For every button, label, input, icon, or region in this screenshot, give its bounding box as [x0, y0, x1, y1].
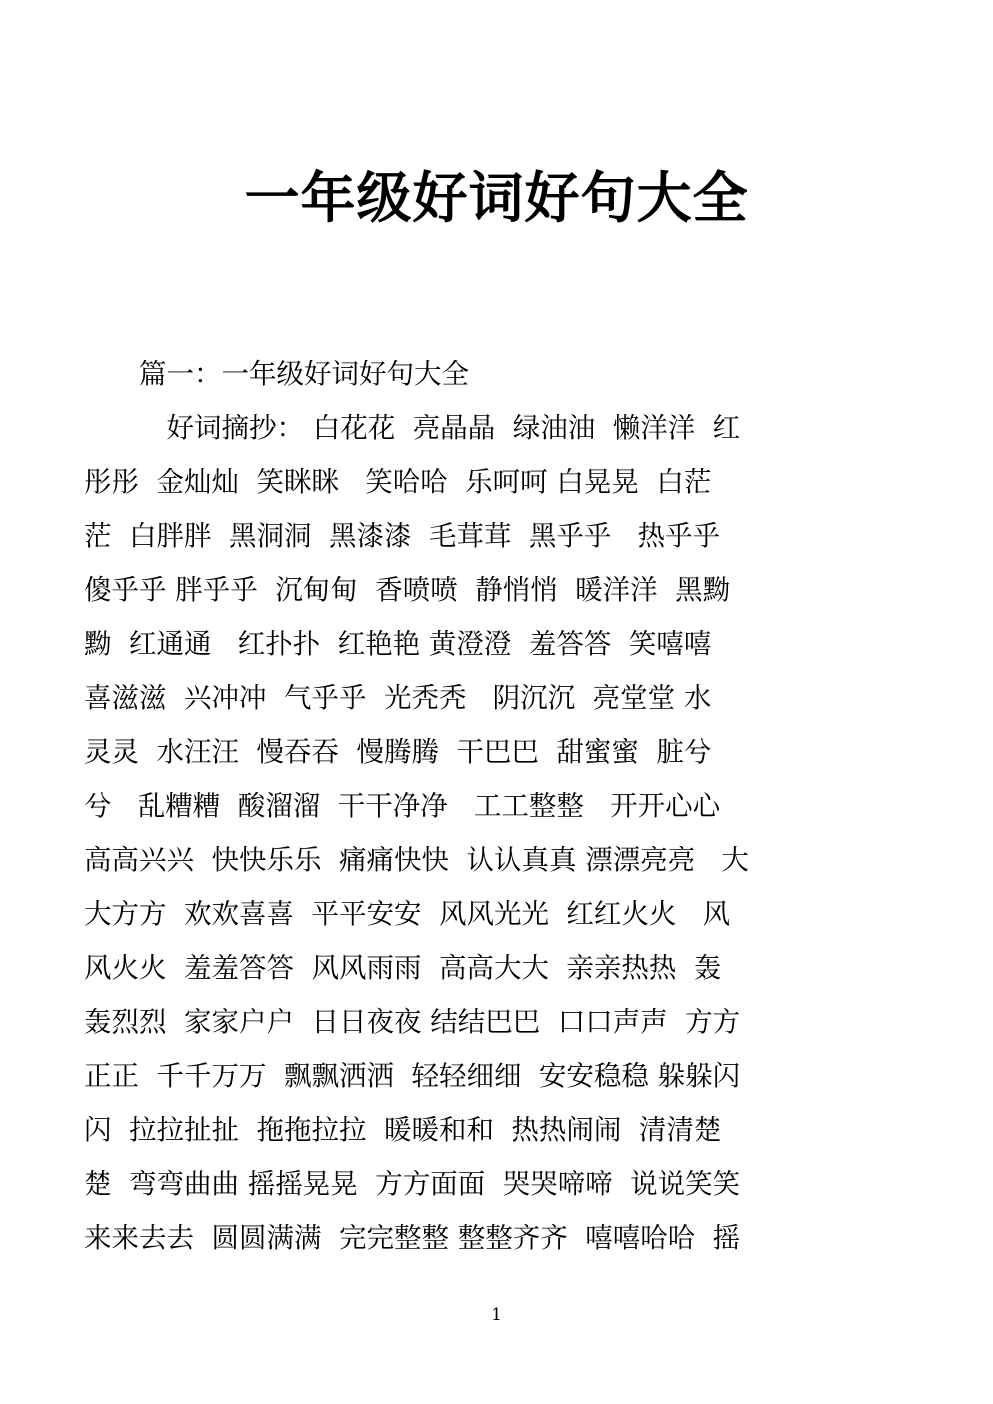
page-number: 1 [491, 1305, 502, 1325]
text-line: 来来去去 圆圆满满 完完整整 整整齐齐 嘻嘻哈哈 摇 [84, 1221, 741, 1254]
text-line: 彤彤 金灿灿 笑眯眯 笑哈哈 乐呵呵 白晃晃 白茫 [84, 465, 712, 498]
text-line: 轰烈烈 家家户户 日日夜夜 结结巴巴 口口声声 方方 [84, 1005, 741, 1038]
good-words-paragraph [84, 401, 915, 1265]
text-line: 大方方 欢欢喜喜 平平安安 风风光光 红红火火 风 [84, 897, 731, 930]
text-line: 楚 弯弯曲曲 摇摇晃晃 方方面面 哭哭啼啼 说说笑笑 [84, 1167, 741, 1200]
text-line: 黝 红通通 红扑扑 红艳艳 黄澄澄 羞答答 笑嘻嘻 [84, 627, 712, 660]
text-line: 正正 千千万万 飘飘洒洒 轻轻细细 安安稳稳 躲躲闪 [84, 1059, 741, 1092]
page-title: 一年级好词好句大全 [244, 166, 749, 230]
text-line: 高高兴兴 快快乐乐 痛痛快快 认认真真 漂漂亮亮 大 [84, 843, 749, 876]
section-heading: 篇一：一年级好词好句大全 [139, 357, 469, 390]
text-line: 傻乎乎 胖乎乎 沉甸甸 香喷喷 静悄悄 暖洋洋 黑黝 [84, 573, 731, 606]
text-line: 风火火 羞羞答答 风风雨雨 高高大大 亲亲热热 轰 [84, 951, 722, 984]
text-line: 灵灵 水汪汪 慢吞吞 慢腾腾 干巴巴 甜蜜蜜 脏兮 [84, 735, 712, 768]
text-line: 闪 拉拉扯扯 拖拖拉拉 暖暖和和 热热闹闹 清清楚 [84, 1113, 722, 1146]
document-body [0, 347, 993, 1265]
text-line: 喜滋滋 兴冲冲 气乎乎 光秃秃 阴沉沉 亮堂堂 水 [84, 681, 712, 714]
text-line: 兮 乱糟糟 酸溜溜 干干净净 工工整整 开开心心 [84, 789, 721, 822]
text-line: 好词摘抄： 白花花 亮晶晶 绿油油 懒洋洋 红 [166, 411, 741, 444]
text-line: 茫 白胖胖 黑洞洞 黑漆漆 毛茸茸 黑乎乎 热乎乎 [84, 519, 721, 552]
